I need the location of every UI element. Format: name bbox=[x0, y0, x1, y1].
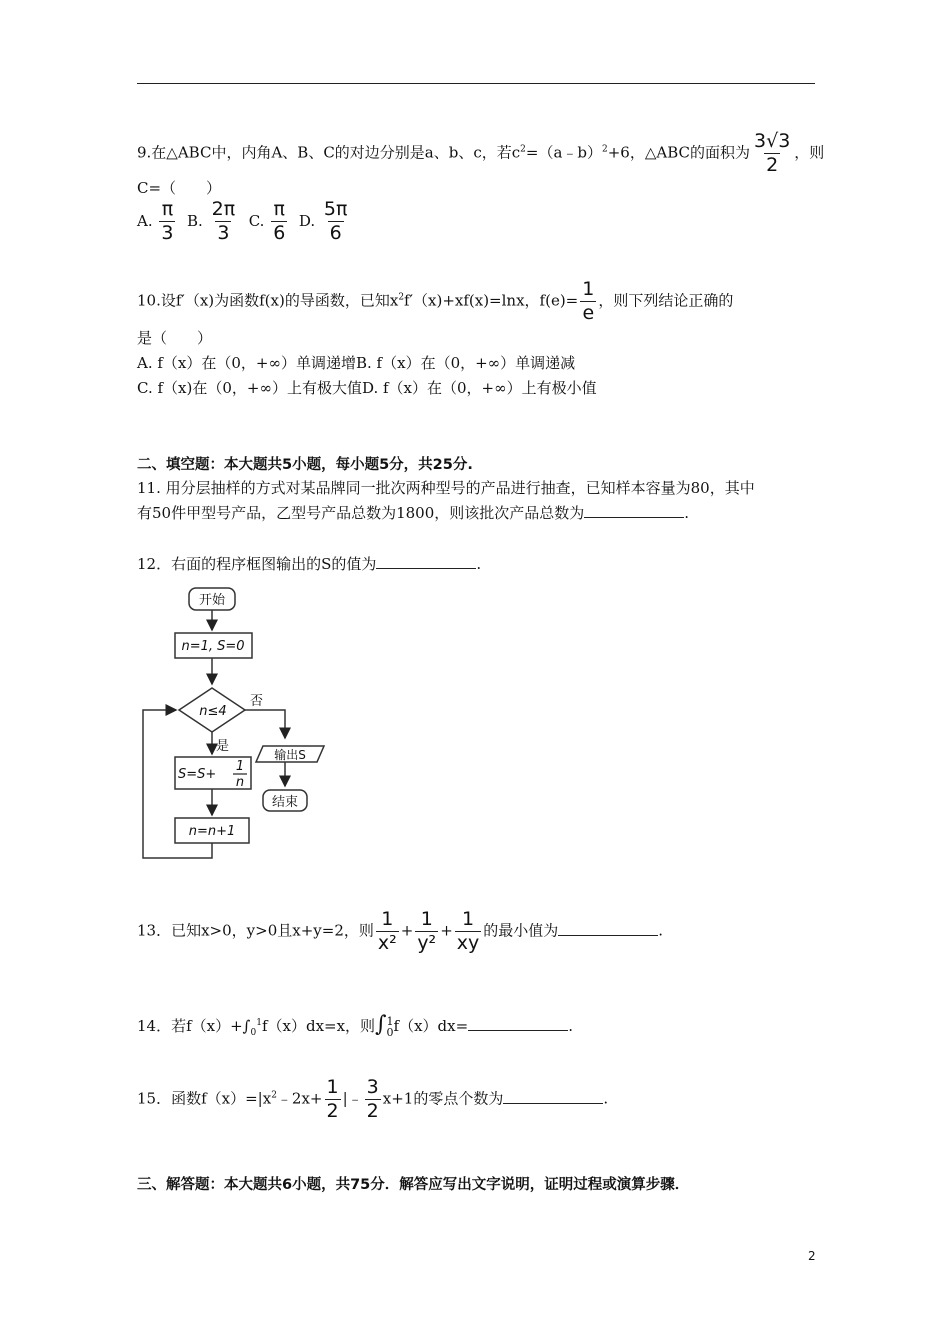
init-label: n=1, S=0 bbox=[181, 639, 245, 654]
question-9-options bbox=[137, 200, 351, 243]
section-2-heading: 二、填空题：本大题共5小题，每小题5分，共25分. bbox=[137, 457, 473, 473]
option-b: B. $\frac{2\pi}{3}$ bbox=[187, 198, 236, 244]
option-c: C. $\frac{\pi}{6}$ bbox=[248, 198, 286, 244]
fe-fraction: $\frac{1}{e}$ bbox=[582, 278, 595, 324]
area-fraction: $\frac{3√3}{2}$ bbox=[754, 130, 791, 176]
answer-blank bbox=[584, 502, 684, 518]
answer-blank bbox=[376, 553, 476, 569]
yes-label: 是 bbox=[216, 739, 230, 754]
option-a: A. $\frac{\pi}{3}$ bbox=[137, 198, 174, 244]
program-flowchart bbox=[130, 580, 350, 865]
answer-blank bbox=[558, 920, 658, 936]
question-9-line2: C=（ ） bbox=[137, 179, 222, 197]
option-d: D. $\frac{5\pi}{6}$ bbox=[298, 198, 348, 244]
update-s-left: S=S+ bbox=[178, 767, 217, 782]
start-label: 开始 bbox=[198, 593, 226, 608]
answer-blank bbox=[503, 1088, 603, 1104]
question-10-line1: 10.设f′（x)为函数f(x)的导函数，已知$x^2f'(x)+xf(x)=\ln x$，f(e)= $\frac{1}{e}$ ，则下列结论正确的 bbox=[137, 278, 734, 324]
question-13: 13．已知x>0，y>0且x+y=2，则 $\frac{1}{\text{x²}}$ + $\frac{1}{\text{y²}}$ + $\frac{1}{xy}$ 的最小值为 . bbox=[137, 908, 664, 954]
end-label: 结束 bbox=[271, 795, 299, 810]
condition-label: n≤4 bbox=[199, 704, 227, 719]
question-11-line1: 11. 用分层抽样的方式对某品牌同一批次两种型号的产品进行抽查，已知样本容量为80，其中 bbox=[137, 479, 755, 497]
option-c: C. f（x)在（0，+∞）上有极大值 bbox=[137, 379, 362, 397]
question-10-options-ab bbox=[137, 352, 575, 373]
question-11-line2: 有50件甲型号产品，乙型号产品总数为1800，则该批次产品总数为 . bbox=[137, 504, 690, 522]
header-rule bbox=[137, 83, 815, 84]
update-s-num: 1 bbox=[235, 759, 245, 774]
option-b: B. f（x）在（0，+∞）单调递减 bbox=[356, 354, 576, 372]
update-n-label: n=n+1 bbox=[188, 824, 236, 839]
update-s-den: n bbox=[235, 775, 245, 790]
no-label: 否 bbox=[250, 694, 264, 709]
question-14: 14．若$f(x)+\int_0^1f(x)dx=x$，则∫ 1 0 f（x）dx= . bbox=[137, 1012, 573, 1039]
option-d: D. f（x）在（0，+∞）上有极小值 bbox=[361, 379, 597, 397]
output-label: 输出S bbox=[274, 748, 306, 762]
question-9-line1: 9.在△ABC中，内角A、B、C的对边分别是a、b、c，若$c^2=(a﹣b)^2+6$，△ABC的面积为 $\frac{3√3}{2}$ ，则 bbox=[137, 130, 825, 176]
question-15: 15．函数$f(x)=|x^2﹣2x+$ $\frac{1}{2}$ |﹣ $\frac{3}{2}$ x+1的零点个数为 . bbox=[137, 1076, 609, 1122]
option-a: A. f（x）在（0，+∞）单调递增 bbox=[137, 354, 356, 372]
question-10-options-cd bbox=[137, 377, 597, 398]
page-number: 2 bbox=[808, 1249, 816, 1263]
question-12: 12．右面的程序框图输出的S的值为 . bbox=[137, 555, 482, 573]
question-10-line2: 是（ ） bbox=[137, 329, 213, 347]
answer-blank bbox=[468, 1015, 568, 1031]
section-3-heading: 三、解答题：本大题共6小题，共75分．解答应写出文字说明，证明过程或演算步骤． bbox=[137, 1177, 690, 1193]
